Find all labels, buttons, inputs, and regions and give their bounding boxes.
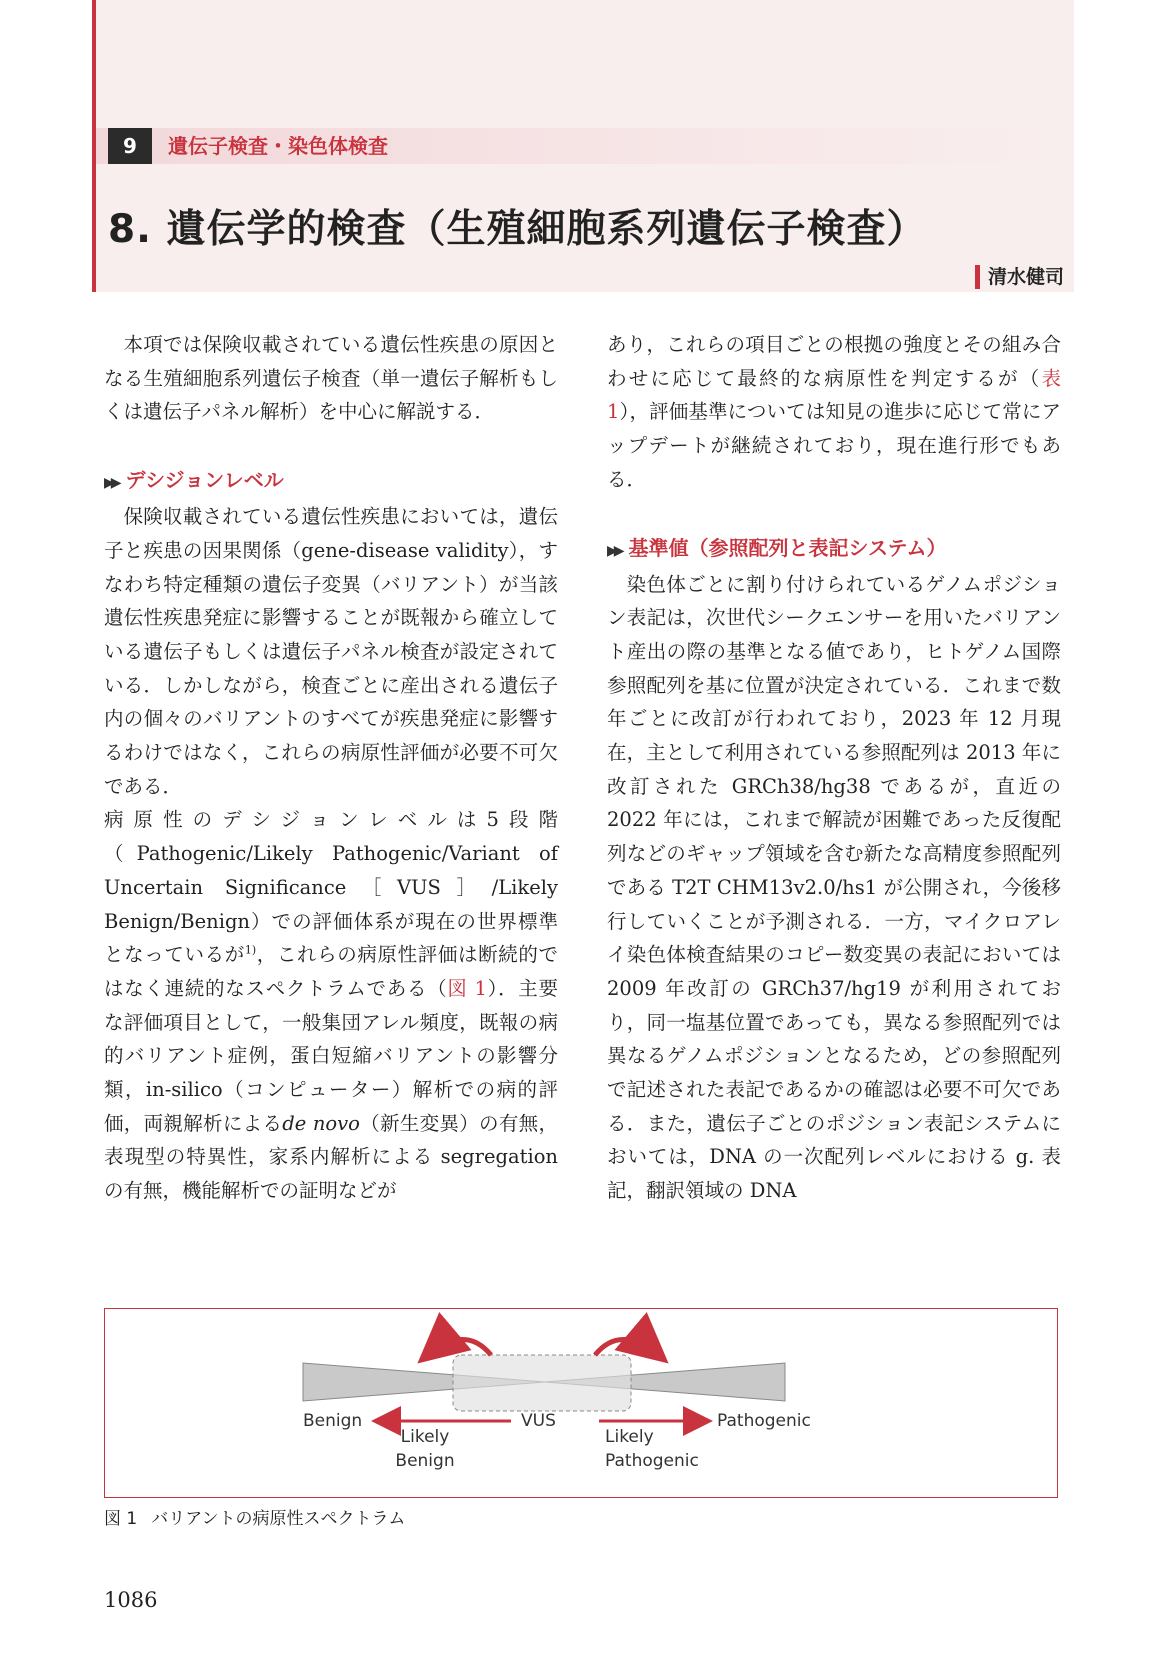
label-vus: VUS <box>521 1411 556 1431</box>
label-likely-benign <box>395 1425 455 1473</box>
curved-arrow-right <box>595 1339 661 1357</box>
page-number: 1086 <box>104 1588 158 1612</box>
figure-reference-link[interactable]: 図 1 <box>447 976 487 1000</box>
left-column <box>104 328 558 1208</box>
label-line: Likely <box>605 1427 654 1447</box>
label-pathogenic: Pathogenic <box>717 1411 811 1431</box>
body-paragraph: 保険収載されている遺伝性疾患においては，遺伝子と疾患の因果関係（gene-disease validity），すなわち特定種類の遺伝子変異（バリアント）が当該遺伝性疾患発症に影響することが既報から確立している遺伝子もしくは遺伝子パネル検査が設定されている．しかしながら，検査ごとに産出される遺伝子内の個々のバリアントのすべてが疾患発症に影響するわけではなく，これらの病原性評価が必要不可欠である． <box>104 505 558 798</box>
body-paragraph <box>607 328 1061 497</box>
label-line: Benign <box>395 1451 455 1471</box>
subheading-text: 基準値（参照配列と表記システム） <box>628 535 947 560</box>
text-span: あり，これらの項目ごとの根拠の強度とその組み合わせに応じて最終的な病原性を判定するが（ <box>607 333 1061 390</box>
caption-number: 図 1 <box>104 1509 138 1529</box>
text-span: （新生変異）の有無，表現型の特異性，家系内解析による segregation の有無，機能解析での証明などが <box>104 1111 558 1203</box>
label-benign: Benign <box>303 1411 363 1431</box>
double-triangle-icon: ▶▶ <box>104 475 118 492</box>
double-triangle-icon: ▶▶ <box>607 542 621 559</box>
chapter-title: 遺伝子検査・染色体検査 <box>168 134 388 158</box>
subheading-reference-values <box>607 531 1061 568</box>
subheading-decision-level <box>104 463 558 500</box>
figure-caption <box>104 1504 405 1529</box>
spectrum-diagram <box>105 1309 1057 1497</box>
table-reference-link[interactable]: 表 1 <box>607 366 1061 424</box>
section-title: 8. 遺伝学的検査（生殖細胞系列遺伝子検査） <box>108 207 927 252</box>
intro-paragraph: 本項では保険収載されている遺伝性疾患の原因となる生殖細胞系列遺伝子検査（単一遺伝子解析もしくは遺伝子パネル解析）を中心に解説する． <box>104 333 558 424</box>
text-span: 病原性のデシジョンレベルは5段階（Pathogenic/Likely Pathogenic/Variant of Uncertain Significance［VUS］/Likely Benign/Benign）での評価体系が現在の世界標準となっているが <box>104 808 558 967</box>
right-column <box>607 328 1061 1208</box>
chapter-number: 9 <box>108 128 152 164</box>
subheading-text: デシジョンレベル <box>125 468 284 493</box>
label-line: Likely <box>400 1427 450 1447</box>
text-span: ），評価基準については知見の進歩に応じて常にアップデートが継続されており，現在進行形でもある． <box>607 400 1061 491</box>
body-paragraph <box>104 803 558 1207</box>
figure-1-box <box>104 1308 1058 1498</box>
text-span: ）．主要な評価項目として，一般集団アレル頻度，既報の病的バリアント症例，蛋白短縮バリアントの影響分類，in-silico（コンピューター）解析での病的評価，両親解析による <box>104 976 558 1135</box>
author-name: 清水健司 <box>975 265 1064 289</box>
curved-arrow-left <box>425 1339 491 1357</box>
body-paragraph: 染色体ごとに割り付けられているゲノムポジション表記は，次世代シークエンサーを用いたバリアント産出の際の基準となる値であり，ヒトゲノム国際参照配列を基に位置が決定されている．これまで数年ごとに改訂が行われており，2023 年 12 月現在，主として利用されている参照配列は 2013 年に改訂された GRCh38/hg38 であるが，直近の 2022 年には，これまで解読が困難であった反復配列などのギャップ領域を含む新たな高精度参照配列である T2T CHM13v2.0/hs1 が公開され，今後移行していくことが予測される．一方，マイクロアレイ染色体検査結果のコピー数変異の表記においては 2009 年改訂の GRCh37/hg19 が利用されており，同一塩基位置であっても，異なる参照配列では異なるゲノムポジションとなるため，どの参照配列で記述された表記であるかの確認は必要不可欠である．また，遺伝子ごとのポジション表記システムにおいては，DNA の一次配列レベルにおける g. 表記，翻訳領域の DNA <box>607 572 1061 1203</box>
vus-zone-box <box>453 1355 631 1411</box>
italic-term: de novo <box>282 1111 360 1135</box>
label-likely-pathogenic <box>605 1425 699 1473</box>
text-span: ，これらの病原性評価は断続的ではなく連続的なスペクトラムである（ <box>104 943 558 1000</box>
citation-superscript: 1) <box>244 943 257 957</box>
caption-text: バリアントの病原性スペクトラム <box>151 1509 406 1529</box>
label-line: Pathogenic <box>605 1451 699 1471</box>
